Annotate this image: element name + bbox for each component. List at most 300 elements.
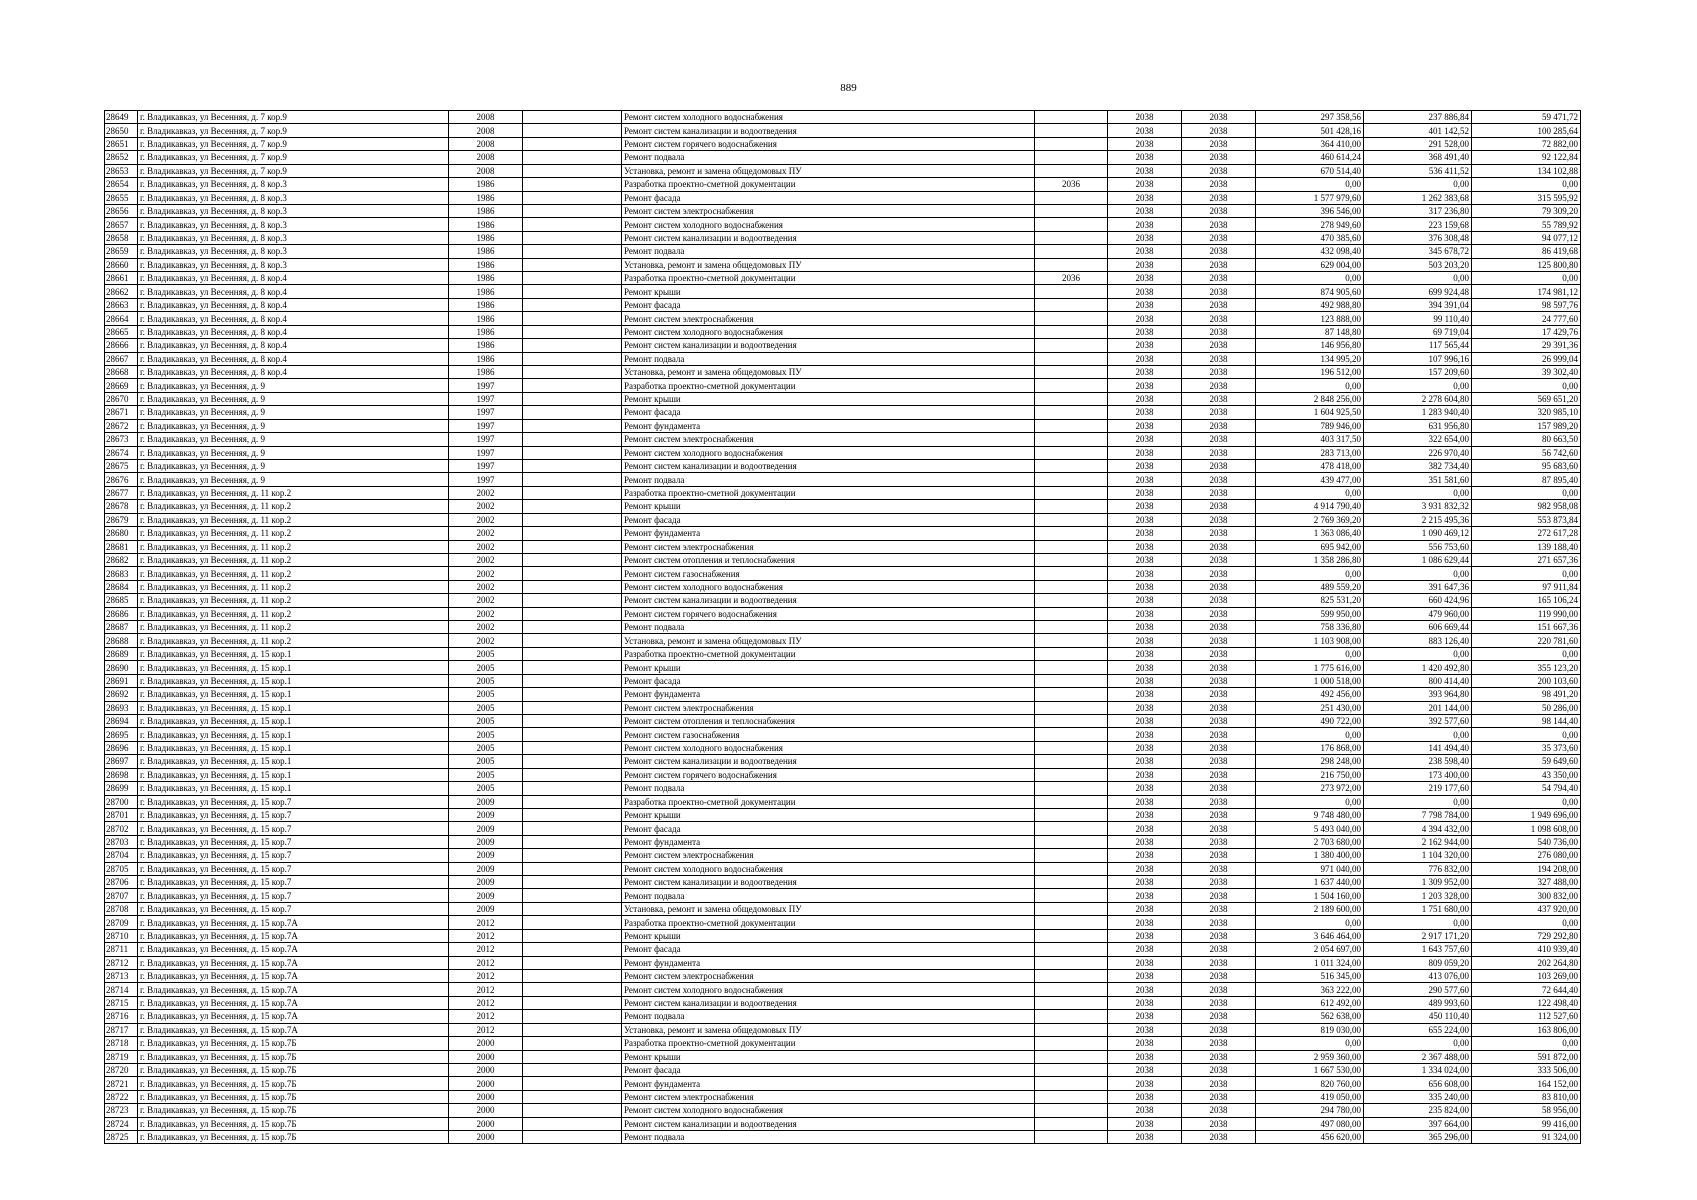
row-number-cell: 28674 (105, 446, 138, 459)
work-type-cell: Разработка проектно-сметной документации (622, 379, 1035, 392)
work-type-cell: Ремонт систем холодного водоснабжения (622, 983, 1035, 996)
table-row (105, 849, 1581, 862)
owner-cost-cell: 24 777,60 (1472, 312, 1581, 325)
empty-column-cell (523, 258, 622, 271)
empty-column-cell (523, 1131, 622, 1144)
row-number-cell: 28677 (105, 486, 138, 499)
build-year-cell: 2005 (449, 728, 523, 741)
address-cell: г. Владикавказ, ул Весенняя, д. 15 кор.7А (138, 983, 449, 996)
table-row (105, 312, 1581, 325)
plan-year-end-cell: 2038 (1182, 446, 1256, 459)
fund-cost-cell: 0,00 (1364, 728, 1472, 741)
plan-year-start-cell: 2038 (1108, 607, 1182, 620)
address-cell: г. Владикавказ, ул Весенняя, д. 15 кор.1 (138, 782, 449, 795)
pd-year-cell (1035, 1117, 1108, 1130)
work-type-cell: Ремонт систем холодного водоснабжения (622, 446, 1035, 459)
plan-year-start-cell: 2038 (1108, 929, 1182, 942)
address-cell: г. Владикавказ, ул Весенняя, д. 8 кор.4 (138, 272, 449, 285)
pd-year-cell (1035, 701, 1108, 714)
address-cell: г. Владикавказ, ул Весенняя, д. 15 кор.7А (138, 996, 449, 1009)
total-cost-cell: 0,00 (1256, 728, 1364, 741)
plan-year-start-cell: 2038 (1108, 1090, 1182, 1103)
fund-cost-cell: 391 647,36 (1364, 580, 1472, 593)
build-year-cell: 2002 (449, 527, 523, 540)
work-type-cell: Ремонт систем канализации и водоотведения (622, 231, 1035, 244)
owner-cost-cell: 569 651,20 (1472, 392, 1581, 405)
address-cell: г. Владикавказ, ул Весенняя, д. 7 кор.9 (138, 151, 449, 164)
build-year-cell: 1986 (449, 285, 523, 298)
build-year-cell: 1986 (449, 245, 523, 258)
owner-cost-cell: 58 956,00 (1472, 1104, 1581, 1117)
build-year-cell: 2005 (449, 755, 523, 768)
address-cell: г. Владикавказ, ул Весенняя, д. 15 кор.7 (138, 808, 449, 821)
table-row (105, 835, 1581, 848)
plan-year-end-cell: 2038 (1182, 339, 1256, 352)
plan-year-end-cell: 2038 (1182, 889, 1256, 902)
work-type-cell: Ремонт систем холодного водоснабжения (622, 741, 1035, 754)
empty-column-cell (523, 755, 622, 768)
table-row (105, 473, 1581, 486)
pd-year-cell (1035, 567, 1108, 580)
table-row (105, 808, 1581, 821)
plan-year-start-cell: 2038 (1108, 647, 1182, 660)
total-cost-cell: 0,00 (1256, 567, 1364, 580)
plan-year-end-cell: 2038 (1182, 607, 1256, 620)
total-cost-cell: 0,00 (1256, 1037, 1364, 1050)
fund-cost-cell: 1 643 757,60 (1364, 943, 1472, 956)
row-number-cell: 28653 (105, 164, 138, 177)
row-number-cell: 28701 (105, 808, 138, 821)
table-row (105, 768, 1581, 781)
fund-cost-cell: 1 751 680,00 (1364, 902, 1472, 915)
table-row (105, 621, 1581, 634)
table-row (105, 513, 1581, 526)
build-year-cell: 2002 (449, 621, 523, 634)
build-year-cell: 2012 (449, 916, 523, 929)
plan-year-start-cell: 2038 (1108, 741, 1182, 754)
empty-column-cell (523, 540, 622, 553)
work-type-cell: Ремонт подвала (622, 782, 1035, 795)
address-cell: г. Владикавказ, ул Весенняя, д. 7 кор.9 (138, 111, 449, 124)
table-row (105, 204, 1581, 217)
owner-cost-cell: 35 373,60 (1472, 741, 1581, 754)
owner-cost-cell: 80 663,50 (1472, 433, 1581, 446)
plan-year-end-cell: 2038 (1182, 580, 1256, 593)
plan-year-end-cell: 2038 (1182, 661, 1256, 674)
plan-year-end-cell: 2038 (1182, 258, 1256, 271)
table-row (105, 419, 1581, 432)
build-year-cell: 2005 (449, 768, 523, 781)
empty-column-cell (523, 406, 622, 419)
row-number-cell: 28649 (105, 111, 138, 124)
build-year-cell: 1997 (449, 406, 523, 419)
pd-year-cell (1035, 1010, 1108, 1023)
work-type-cell: Ремонт систем холодного водоснабжения (622, 862, 1035, 875)
row-number-cell: 28693 (105, 701, 138, 714)
empty-column-cell (523, 191, 622, 204)
address-cell: г. Владикавказ, ул Весенняя, д. 8 кор.3 (138, 231, 449, 244)
total-cost-cell: 9 748 480,00 (1256, 808, 1364, 821)
owner-cost-cell: 0,00 (1472, 567, 1581, 580)
fund-cost-cell: 345 678,72 (1364, 245, 1472, 258)
build-year-cell: 1997 (449, 459, 523, 472)
plan-year-start-cell: 2038 (1108, 996, 1182, 1009)
address-cell: г. Владикавказ, ул Весенняя, д. 11 кор.2 (138, 621, 449, 634)
plan-year-start-cell: 2038 (1108, 661, 1182, 674)
work-type-cell: Ремонт крыши (622, 500, 1035, 513)
empty-column-cell (523, 768, 622, 781)
pd-year-cell (1035, 527, 1108, 540)
plan-year-start-cell: 2038 (1108, 1104, 1182, 1117)
table-row (105, 433, 1581, 446)
fund-cost-cell: 351 581,60 (1364, 473, 1472, 486)
plan-year-end-cell: 2038 (1182, 218, 1256, 231)
owner-cost-cell: 98 144,40 (1472, 714, 1581, 727)
pd-year-cell: 2036 (1035, 272, 1108, 285)
plan-year-start-cell: 2038 (1108, 714, 1182, 727)
work-type-cell: Ремонт систем канализации и водоотведения (622, 996, 1035, 1009)
plan-year-start-cell: 2038 (1108, 916, 1182, 929)
owner-cost-cell: 122 498,40 (1472, 996, 1581, 1009)
row-number-cell: 28715 (105, 996, 138, 1009)
empty-column-cell (523, 513, 622, 526)
empty-column-cell (523, 822, 622, 835)
plan-year-end-cell: 2038 (1182, 151, 1256, 164)
plan-year-start-cell: 2038 (1108, 594, 1182, 607)
row-number-cell: 28717 (105, 1023, 138, 1036)
owner-cost-cell: 29 391,36 (1472, 339, 1581, 352)
work-type-cell: Ремонт систем канализации и водоотведения (622, 1117, 1035, 1130)
work-type-cell: Установка, ремонт и замена общедомовых ПУ (622, 258, 1035, 271)
fund-cost-cell: 699 924,48 (1364, 285, 1472, 298)
pd-year-cell (1035, 956, 1108, 969)
address-cell: г. Владикавказ, ул Весенняя, д. 8 кор.4 (138, 352, 449, 365)
plan-year-end-cell: 2038 (1182, 714, 1256, 727)
empty-column-cell (523, 392, 622, 405)
fund-cost-cell: 0,00 (1364, 916, 1472, 929)
empty-column-cell (523, 1090, 622, 1103)
address-cell: г. Владикавказ, ул Весенняя, д. 8 кор.3 (138, 218, 449, 231)
pd-year-cell (1035, 352, 1108, 365)
work-type-cell: Ремонт систем отопления и теплоснабжения (622, 553, 1035, 566)
plan-year-start-cell: 2038 (1108, 688, 1182, 701)
work-type-cell: Разработка проектно-сметной документации (622, 1037, 1035, 1050)
address-cell: г. Владикавказ, ул Весенняя, д. 15 кор.1 (138, 688, 449, 701)
plan-year-end-cell: 2038 (1182, 178, 1256, 191)
empty-column-cell (523, 835, 622, 848)
row-number-cell: 28668 (105, 366, 138, 379)
empty-column-cell (523, 714, 622, 727)
owner-cost-cell: 43 350,00 (1472, 768, 1581, 781)
total-cost-cell: 758 336,80 (1256, 621, 1364, 634)
fund-cost-cell: 1 262 383,68 (1364, 191, 1472, 204)
address-cell: г. Владикавказ, ул Весенняя, д. 15 кор.7А (138, 929, 449, 942)
row-number-cell: 28657 (105, 218, 138, 231)
owner-cost-cell: 327 488,00 (1472, 876, 1581, 889)
row-number-cell: 28689 (105, 647, 138, 660)
owner-cost-cell: 1 098 608,00 (1472, 822, 1581, 835)
address-cell: г. Владикавказ, ул Весенняя, д. 15 кор.7А (138, 1010, 449, 1023)
address-cell: г. Владикавказ, ул Весенняя, д. 15 кор.7Б (138, 1050, 449, 1063)
work-type-cell: Установка, ремонт и замена общедомовых ПУ (622, 902, 1035, 915)
plan-year-start-cell: 2038 (1108, 956, 1182, 969)
owner-cost-cell: 982 958,08 (1472, 500, 1581, 513)
row-number-cell: 28671 (105, 406, 138, 419)
table-row (105, 339, 1581, 352)
owner-cost-cell: 315 595,92 (1472, 191, 1581, 204)
empty-column-cell (523, 634, 622, 647)
fund-cost-cell: 335 240,00 (1364, 1090, 1472, 1103)
plan-year-end-cell: 2038 (1182, 1117, 1256, 1130)
owner-cost-cell: 92 122,84 (1472, 151, 1581, 164)
plan-year-start-cell: 2038 (1108, 352, 1182, 365)
address-cell: г. Владикавказ, ул Весенняя, д. 7 кор.9 (138, 164, 449, 177)
row-number-cell: 28702 (105, 822, 138, 835)
table-row (105, 245, 1581, 258)
plan-year-start-cell: 2038 (1108, 231, 1182, 244)
address-cell: г. Владикавказ, ул Весенняя, д. 15 кор.7Б (138, 1090, 449, 1103)
pd-year-cell (1035, 231, 1108, 244)
work-type-cell: Ремонт фундамента (622, 527, 1035, 540)
empty-column-cell (523, 245, 622, 258)
fund-cost-cell: 107 996,16 (1364, 352, 1472, 365)
empty-column-cell (523, 983, 622, 996)
owner-cost-cell: 165 106,24 (1472, 594, 1581, 607)
plan-year-end-cell: 2038 (1182, 111, 1256, 124)
empty-column-cell (523, 647, 622, 660)
row-number-cell: 28719 (105, 1050, 138, 1063)
plan-year-start-cell: 2038 (1108, 298, 1182, 311)
owner-cost-cell: 591 872,00 (1472, 1050, 1581, 1063)
pd-year-cell (1035, 688, 1108, 701)
build-year-cell: 2009 (449, 808, 523, 821)
build-year-cell: 2002 (449, 486, 523, 499)
address-cell: г. Владикавказ, ул Весенняя, д. 15 кор.7 (138, 822, 449, 835)
empty-column-cell (523, 621, 622, 634)
fund-cost-cell: 235 824,00 (1364, 1104, 1472, 1117)
empty-column-cell (523, 1010, 622, 1023)
owner-cost-cell: 86 419,68 (1472, 245, 1581, 258)
total-cost-cell: 478 418,00 (1256, 459, 1364, 472)
empty-column-cell (523, 486, 622, 499)
fund-cost-cell: 2 215 495,36 (1364, 513, 1472, 526)
total-cost-cell: 2 703 680,00 (1256, 835, 1364, 848)
build-year-cell: 2009 (449, 822, 523, 835)
owner-cost-cell: 0,00 (1472, 647, 1581, 660)
work-type-cell: Ремонт фундамента (622, 688, 1035, 701)
plan-year-end-cell: 2038 (1182, 406, 1256, 419)
row-number-cell: 28662 (105, 285, 138, 298)
plan-year-end-cell: 2038 (1182, 876, 1256, 889)
owner-cost-cell: 0,00 (1472, 379, 1581, 392)
total-cost-cell: 490 722,00 (1256, 714, 1364, 727)
total-cost-cell: 176 868,00 (1256, 741, 1364, 754)
total-cost-cell: 0,00 (1256, 916, 1364, 929)
empty-column-cell (523, 782, 622, 795)
owner-cost-cell: 276 080,00 (1472, 849, 1581, 862)
empty-column-cell (523, 594, 622, 607)
work-type-cell: Ремонт систем холодного водоснабжения (622, 111, 1035, 124)
work-type-cell: Разработка проектно-сметной документации (622, 795, 1035, 808)
address-cell: г. Владикавказ, ул Весенняя, д. 7 кор.9 (138, 124, 449, 137)
work-type-cell: Ремонт крыши (622, 808, 1035, 821)
address-cell: г. Владикавказ, ул Весенняя, д. 15 кор.1 (138, 674, 449, 687)
plan-year-end-cell: 2038 (1182, 768, 1256, 781)
total-cost-cell: 2 769 369,20 (1256, 513, 1364, 526)
row-number-cell: 28685 (105, 594, 138, 607)
plan-year-end-cell: 2038 (1182, 1063, 1256, 1076)
build-year-cell: 2009 (449, 862, 523, 875)
empty-column-cell (523, 943, 622, 956)
total-cost-cell: 0,00 (1256, 379, 1364, 392)
table-row (105, 500, 1581, 513)
plan-year-start-cell: 2038 (1108, 433, 1182, 446)
table-row (105, 352, 1581, 365)
address-cell: г. Владикавказ, ул Весенняя, д. 9 (138, 406, 449, 419)
plan-year-start-cell: 2038 (1108, 755, 1182, 768)
empty-column-cell (523, 204, 622, 217)
total-cost-cell: 1 775 616,00 (1256, 661, 1364, 674)
plan-year-end-cell: 2038 (1182, 379, 1256, 392)
table-body (105, 111, 1581, 1144)
total-cost-cell: 216 750,00 (1256, 768, 1364, 781)
build-year-cell: 2000 (449, 1117, 523, 1130)
total-cost-cell: 489 559,20 (1256, 580, 1364, 593)
work-type-cell: Установка, ремонт и замена общедомовых ПУ (622, 164, 1035, 177)
empty-column-cell (523, 849, 622, 862)
address-cell: г. Владикавказ, ул Весенняя, д. 9 (138, 459, 449, 472)
fund-cost-cell: 413 076,00 (1364, 970, 1472, 983)
table-row (105, 889, 1581, 902)
empty-column-cell (523, 701, 622, 714)
fund-cost-cell: 99 110,40 (1364, 312, 1472, 325)
owner-cost-cell: 1 949 696,00 (1472, 808, 1581, 821)
address-cell: г. Владикавказ, ул Весенняя, д. 8 кор.3 (138, 204, 449, 217)
plan-year-start-cell: 2038 (1108, 392, 1182, 405)
plan-year-end-cell: 2038 (1182, 285, 1256, 298)
empty-column-cell (523, 459, 622, 472)
build-year-cell: 2000 (449, 1104, 523, 1117)
pd-year-cell (1035, 983, 1108, 996)
pd-year-cell (1035, 392, 1108, 405)
total-cost-cell: 1 604 925,50 (1256, 406, 1364, 419)
owner-cost-cell: 333 506,00 (1472, 1063, 1581, 1076)
pd-year-cell (1035, 500, 1108, 513)
plan-year-end-cell: 2038 (1182, 137, 1256, 150)
fund-cost-cell: 219 177,60 (1364, 782, 1472, 795)
fund-cost-cell: 450 110,40 (1364, 1010, 1472, 1023)
empty-column-cell (523, 111, 622, 124)
fund-cost-cell: 117 565,44 (1364, 339, 1472, 352)
plan-year-end-cell: 2038 (1182, 473, 1256, 486)
address-cell: г. Владикавказ, ул Весенняя, д. 15 кор.1 (138, 755, 449, 768)
empty-column-cell (523, 500, 622, 513)
empty-column-cell (523, 902, 622, 915)
table-row (105, 580, 1581, 593)
build-year-cell: 1997 (449, 473, 523, 486)
empty-column-cell (523, 862, 622, 875)
build-year-cell: 2008 (449, 111, 523, 124)
row-number-cell: 28712 (105, 956, 138, 969)
pd-year-cell (1035, 325, 1108, 338)
row-number-cell: 28652 (105, 151, 138, 164)
plan-year-end-cell: 2038 (1182, 795, 1256, 808)
build-year-cell: 2000 (449, 1050, 523, 1063)
empty-column-cell (523, 674, 622, 687)
row-number-cell: 28680 (105, 527, 138, 540)
empty-column-cell (523, 808, 622, 821)
plan-year-start-cell: 2038 (1108, 540, 1182, 553)
plan-year-start-cell: 2038 (1108, 1063, 1182, 1076)
address-cell: г. Владикавказ, ул Весенняя, д. 8 кор.3 (138, 258, 449, 271)
row-number-cell: 28665 (105, 325, 138, 338)
plan-year-start-cell: 2038 (1108, 553, 1182, 566)
fund-cost-cell: 1 086 629,44 (1364, 553, 1472, 566)
fund-cost-cell: 365 296,00 (1364, 1131, 1472, 1144)
address-cell: г. Владикавказ, ул Весенняя, д. 15 кор.1 (138, 768, 449, 781)
pd-year-cell (1035, 1077, 1108, 1090)
total-cost-cell: 87 148,80 (1256, 325, 1364, 338)
pd-year-cell (1035, 366, 1108, 379)
plan-year-start-cell: 2038 (1108, 325, 1182, 338)
address-cell: г. Владикавказ, ул Весенняя, д. 15 кор.7 (138, 795, 449, 808)
total-cost-cell: 419 050,00 (1256, 1090, 1364, 1103)
total-cost-cell: 562 638,00 (1256, 1010, 1364, 1023)
fund-cost-cell: 1 283 940,40 (1364, 406, 1472, 419)
table-row (105, 1090, 1581, 1103)
empty-column-cell (523, 151, 622, 164)
pd-year-cell (1035, 822, 1108, 835)
owner-cost-cell: 174 981,12 (1472, 285, 1581, 298)
plan-year-start-cell: 2038 (1108, 486, 1182, 499)
owner-cost-cell: 94 077,12 (1472, 231, 1581, 244)
fund-cost-cell: 223 159,68 (1364, 218, 1472, 231)
plan-year-end-cell: 2038 (1182, 245, 1256, 258)
plan-year-end-cell: 2038 (1182, 298, 1256, 311)
owner-cost-cell: 437 920,00 (1472, 902, 1581, 915)
row-number-cell: 28692 (105, 688, 138, 701)
owner-cost-cell: 72 882,00 (1472, 137, 1581, 150)
fund-cost-cell: 655 224,00 (1364, 1023, 1472, 1036)
pd-year-cell: 2036 (1035, 178, 1108, 191)
build-year-cell: 1986 (449, 272, 523, 285)
owner-cost-cell: 99 416,00 (1472, 1117, 1581, 1130)
address-cell: г. Владикавказ, ул Весенняя, д. 15 кор.1 (138, 714, 449, 727)
pd-year-cell (1035, 835, 1108, 848)
fund-cost-cell: 3 931 832,32 (1364, 500, 1472, 513)
plan-year-start-cell: 2038 (1108, 1037, 1182, 1050)
work-type-cell: Ремонт фундамента (622, 419, 1035, 432)
work-type-cell: Ремонт систем газоснабжения (622, 728, 1035, 741)
address-cell: г. Владикавказ, ул Весенняя, д. 15 кор.7 (138, 862, 449, 875)
row-number-cell: 28709 (105, 916, 138, 929)
plan-year-end-cell: 2038 (1182, 392, 1256, 405)
table-row (105, 755, 1581, 768)
address-cell: г. Владикавказ, ул Весенняя, д. 15 кор.1 (138, 728, 449, 741)
table-row (105, 916, 1581, 929)
total-cost-cell: 134 995,20 (1256, 352, 1364, 365)
plan-year-start-cell: 2038 (1108, 1131, 1182, 1144)
fund-cost-cell: 556 753,60 (1364, 540, 1472, 553)
plan-year-end-cell: 2038 (1182, 513, 1256, 526)
table-row (105, 218, 1581, 231)
table-row (105, 325, 1581, 338)
empty-column-cell (523, 1050, 622, 1063)
plan-year-start-cell: 2038 (1108, 178, 1182, 191)
plan-year-start-cell: 2038 (1108, 701, 1182, 714)
plan-year-end-cell: 2038 (1182, 1090, 1256, 1103)
fund-cost-cell: 0,00 (1364, 486, 1472, 499)
